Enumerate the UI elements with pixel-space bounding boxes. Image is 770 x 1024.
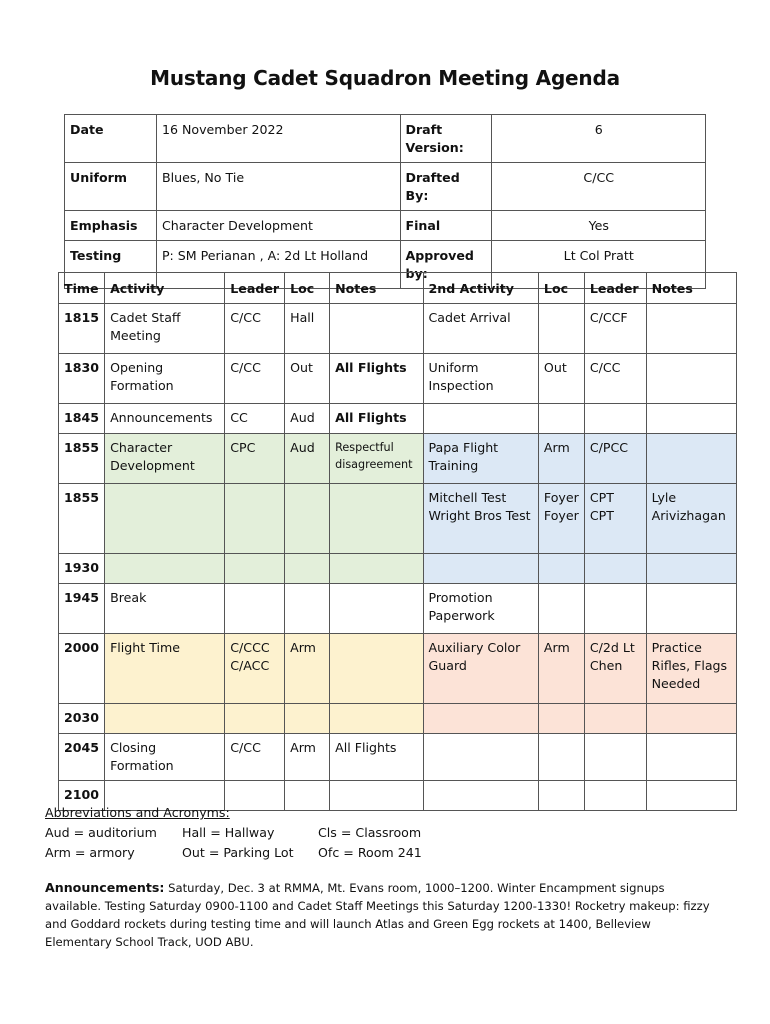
agenda-cell-second-loc: Out (538, 354, 584, 404)
agenda-cell-second-notes (646, 781, 736, 811)
agenda-cell-second-loc (538, 554, 584, 584)
agenda-cell-loc (285, 704, 330, 734)
agenda-cell-loc: Arm (285, 734, 330, 781)
announcements-section (45, 879, 715, 951)
col-header-2nd-notes: Notes (646, 273, 736, 304)
agenda-cell-notes: All Flights (330, 734, 423, 781)
date-label: Date (65, 115, 157, 163)
abbreviation-item: Arm = armory (45, 845, 135, 860)
agenda-cell-leader: C/CC (225, 304, 285, 354)
agenda-cell-second-notes (646, 354, 736, 404)
agenda-cell-time: 1815 (59, 304, 105, 354)
agenda-cell-second-notes (646, 434, 736, 484)
agenda-cell-loc: Arm (285, 634, 330, 704)
agenda-cell-second-notes (646, 734, 736, 781)
agenda-cell-second-loc (538, 704, 584, 734)
abbreviation-item: Out = Parking Lot (182, 845, 294, 860)
agenda-cell-second-activity: Promotion Paperwork (423, 584, 538, 634)
agenda-cell-loc: Aud (285, 434, 330, 484)
agenda-cell-notes: All Flights (330, 354, 423, 404)
agenda-cell-activity: Cadet Staff Meeting (105, 304, 225, 354)
abbreviation-item: Hall = Hallway (182, 825, 275, 840)
approved-by-value: Lt Col Pratt (492, 241, 706, 289)
agenda-cell-second-leader: CPT CPT (584, 484, 646, 554)
col-header-2nd-activity: 2nd Activity (423, 273, 538, 304)
agenda-cell-second-notes (646, 704, 736, 734)
agenda-cell-second-activity (423, 734, 538, 781)
agenda-table (58, 272, 737, 811)
abbreviation-item: Aud = auditorium (45, 825, 157, 840)
agenda-cell-activity: Announcements (105, 404, 225, 434)
agenda-cell-second-notes: Lyle Arivizhagan (646, 484, 736, 554)
agenda-cell-activity: Flight Time (105, 634, 225, 704)
agenda-cell-leader (225, 484, 285, 554)
agenda-row (59, 704, 737, 734)
agenda-row (59, 554, 737, 584)
agenda-cell-time: 1845 (59, 404, 105, 434)
agenda-cell-loc (285, 484, 330, 554)
drafted-by-value: C/CC (492, 163, 706, 211)
agenda-cell-time: 1945 (59, 584, 105, 634)
date-value: 16 November 2022 (156, 115, 400, 163)
agenda-cell-activity: Opening Formation (105, 354, 225, 404)
agenda-cell-notes (330, 704, 423, 734)
agenda-cell-activity: Closing Formation (105, 734, 225, 781)
agenda-row (59, 434, 737, 484)
agenda-cell-notes (330, 484, 423, 554)
agenda-row (59, 634, 737, 704)
agenda-cell-second-activity (423, 404, 538, 434)
agenda-row (59, 734, 737, 781)
final-label: Final (400, 211, 492, 241)
agenda-cell-second-activity: Mitchell Test Wright Bros Test (423, 484, 538, 554)
agenda-cell-leader: C/CC (225, 354, 285, 404)
agenda-cell-second-leader: C/CCF (584, 304, 646, 354)
col-header-loc: Loc (285, 273, 330, 304)
agenda-cell-second-leader: C/PCC (584, 434, 646, 484)
announcements-label: Announcements: (45, 880, 165, 895)
agenda-cell-time: 1930 (59, 554, 105, 584)
page-title: Mustang Cadet Squadron Meeting Agenda (150, 66, 620, 90)
agenda-cell-leader (225, 704, 285, 734)
testing-label: Testing (65, 241, 157, 289)
agenda-header-row (59, 273, 737, 304)
agenda-cell-time: 2045 (59, 734, 105, 781)
agenda-cell-loc: Aud (285, 404, 330, 434)
agenda-cell-second-activity (423, 554, 538, 584)
agenda-cell-activity (105, 554, 225, 584)
agenda-cell-second-leader (584, 704, 646, 734)
agenda-cell-second-loc (538, 404, 584, 434)
agenda-cell-time: 1855 (59, 434, 105, 484)
draft-version-label: Draft Version: (400, 115, 492, 163)
agenda-cell-second-loc (538, 304, 584, 354)
agenda-cell-activity: Character Development (105, 434, 225, 484)
col-header-leader: Leader (225, 273, 285, 304)
info-row (65, 163, 706, 211)
agenda-cell-second-activity: Papa Flight Training (423, 434, 538, 484)
agenda-cell-notes: All Flights (330, 404, 423, 434)
agenda-cell-second-leader (584, 404, 646, 434)
agenda-row (59, 404, 737, 434)
agenda-cell-second-activity: Uniform Inspection (423, 354, 538, 404)
agenda-cell-second-notes (646, 404, 736, 434)
testing-value: P: SM Perianan , A: 2d Lt Holland (156, 241, 400, 289)
agenda-cell-second-loc (538, 584, 584, 634)
info-row (65, 211, 706, 241)
agenda-cell-notes: Respectful disagreement (330, 434, 423, 484)
agenda-cell-leader (225, 584, 285, 634)
approved-by-label: Approved by: (400, 241, 492, 289)
agenda-cell-loc: Hall (285, 304, 330, 354)
agenda-cell-leader: CC (225, 404, 285, 434)
agenda-cell-notes (330, 554, 423, 584)
col-header-2nd-loc: Loc (538, 273, 584, 304)
agenda-cell-notes (330, 634, 423, 704)
agenda-row (59, 354, 737, 404)
agenda-cell-time: 1830 (59, 354, 105, 404)
agenda-cell-second-loc (538, 781, 584, 811)
agenda-row (59, 304, 737, 354)
agenda-cell-second-leader (584, 734, 646, 781)
agenda-cell-leader (225, 554, 285, 584)
agenda-cell-loc (285, 584, 330, 634)
info-row (65, 115, 706, 163)
abbreviations-title: Abbreviations and Acronyms: (45, 805, 230, 820)
agenda-cell-second-notes (646, 304, 736, 354)
agenda-cell-second-leader: C/2d Lt Chen (584, 634, 646, 704)
agenda-cell-second-leader (584, 781, 646, 811)
emphasis-label: Emphasis (65, 211, 157, 241)
agenda-cell-time: 2030 (59, 704, 105, 734)
abbreviation-item: Ofc = Room 241 (318, 845, 422, 860)
final-value: Yes (492, 211, 706, 241)
col-header-2nd-leader: Leader (584, 273, 646, 304)
agenda-cell-activity (105, 704, 225, 734)
abbreviation-item: Cls = Classroom (318, 825, 422, 840)
meeting-info-table (64, 114, 706, 289)
agenda-cell-leader: CPC (225, 434, 285, 484)
agenda-cell-second-leader (584, 584, 646, 634)
agenda-cell-loc (285, 554, 330, 584)
agenda-cell-time: 2000 (59, 634, 105, 704)
col-header-notes: Notes (330, 273, 423, 304)
agenda-cell-second-loc: Foyer Foyer (538, 484, 584, 554)
agenda-cell-activity (105, 484, 225, 554)
agenda-cell-second-notes: Practice Rifles, Flags Needed (646, 634, 736, 704)
agenda-cell-notes (330, 304, 423, 354)
agenda-row (59, 484, 737, 554)
agenda-cell-second-leader: C/CC (584, 354, 646, 404)
agenda-row (59, 584, 737, 634)
agenda-cell-second-notes (646, 554, 736, 584)
draft-version-value: 6 (492, 115, 706, 163)
agenda-cell-notes (330, 584, 423, 634)
agenda-cell-second-loc (538, 734, 584, 781)
agenda-cell-time: 1855 (59, 484, 105, 554)
announcements-text: Saturday, Dec. 3 at RMMA, Mt. Evans room, 1000–1200. Winter Encampment signups available. Testing Saturday 0900-1100 and Cadet Staff Meetings this Saturday 1200-1330! Rocketry makeup: fizzy and Goddard rockets during testing time and will launch Atlas and Green Egg rockets at 1400, Belleview Elementary School Track, UOD ABU. (45, 881, 710, 949)
col-header-time: Time (59, 273, 105, 304)
drafted-by-label: Drafted By: (400, 163, 492, 211)
uniform-label: Uniform (65, 163, 157, 211)
agenda-cell-activity: Break (105, 584, 225, 634)
abbreviations-list (45, 823, 458, 863)
emphasis-value: Character Development (156, 211, 400, 241)
col-header-activity: Activity (105, 273, 225, 304)
agenda-cell-second-activity: Auxiliary Color Guard (423, 634, 538, 704)
agenda-cell-second-leader (584, 554, 646, 584)
uniform-value: Blues, No Tie (156, 163, 400, 211)
agenda-cell-second-loc: Arm (538, 434, 584, 484)
agenda-cell-second-activity (423, 704, 538, 734)
agenda-cell-loc: Out (285, 354, 330, 404)
agenda-cell-second-activity: Cadet Arrival (423, 304, 538, 354)
agenda-cell-leader: C/CCC C/ACC (225, 634, 285, 704)
abbreviations-section (45, 803, 458, 863)
agenda-cell-time: 2100 (59, 781, 105, 811)
agenda-cell-second-notes (646, 584, 736, 634)
agenda-cell-second-loc: Arm (538, 634, 584, 704)
agenda-cell-leader: C/CC (225, 734, 285, 781)
